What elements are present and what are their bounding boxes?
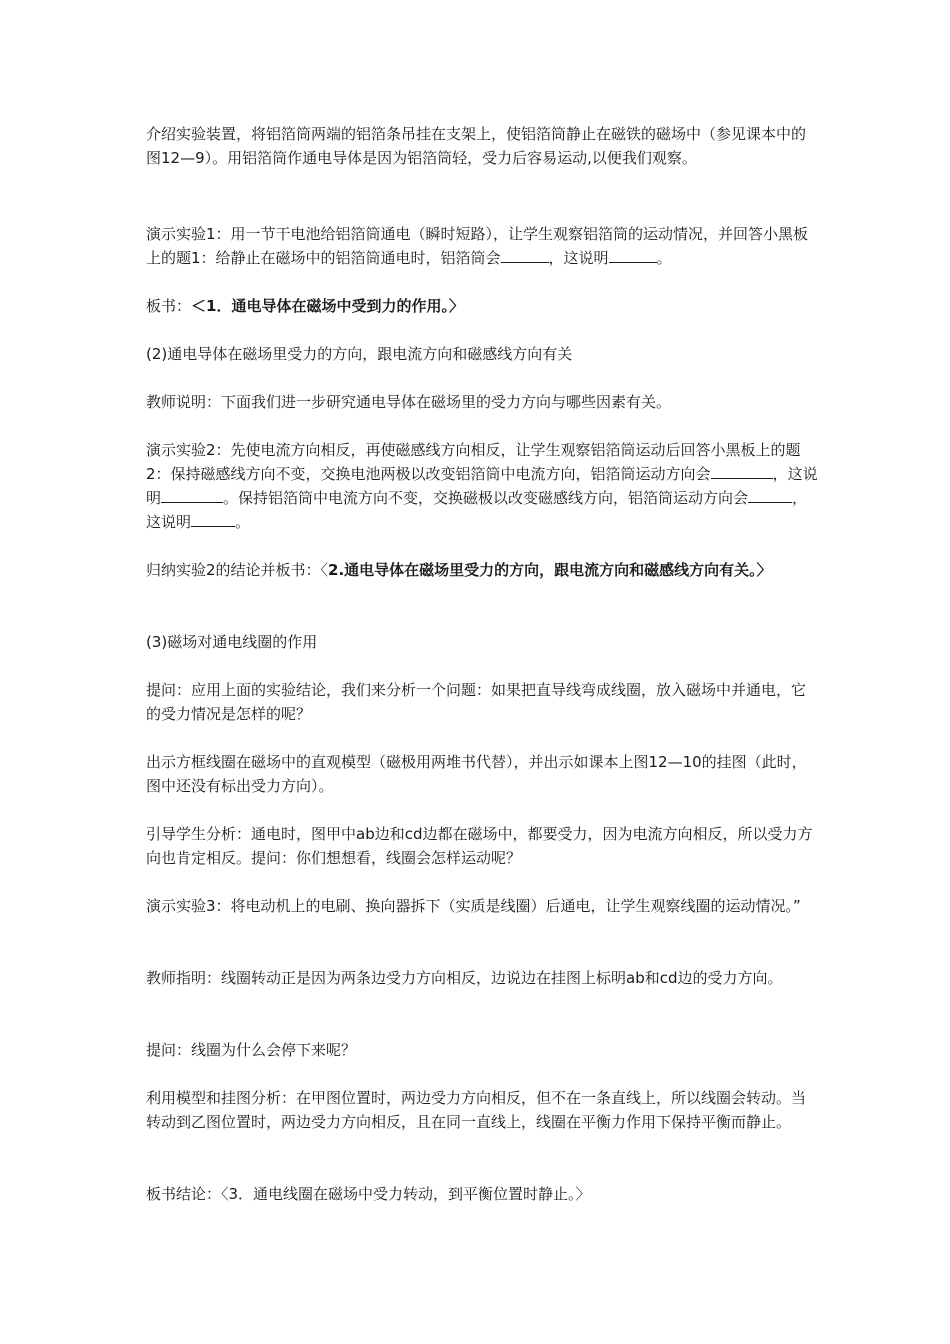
fill-blank-3[interactable] — [711, 463, 773, 479]
paragraph-intro: 介绍实验装置，将铝箔筒两端的铝箔条吊挂在支架上，使铝箔筒静止在磁铁的磁场中（参见课本中的图12—9）。用铝箔筒作通电导体是因为铝箔筒轻，受力后容易运动,以便我们观察。 — [146, 125, 807, 167]
paragraph-teacher-note: 教师说明：下面我们进一步研究通电导体在磁场里的受力方向与哪些因素有关。 — [146, 393, 672, 411]
fill-blank-6[interactable] — [191, 511, 235, 527]
paragraph-analysis-2: 利用模型和挂图分析：在甲图位置时，两边受力方向相反，但不在一条直线上，所以线圈会转动。当转动到乙图位置时，两边受力方向相反，且在同一直线上，线圈在平衡力作用下保持平衡而静止。 — [146, 1089, 807, 1131]
demo-2-text-b: ，这说明 — [146, 465, 818, 507]
board-heading-2: 2.通电导体在磁场里受力的方向，跟电流方向和磁感线方向有关。〉 — [328, 561, 772, 579]
paragraph-analysis-1: 引导学生分析：通电时，图甲中ab边和cd边都在磁场中，都要受力，因为电流方向相反，所以受力方向也肯定相反。提问：你们想想看，线圈会怎样运动呢？ — [146, 825, 813, 867]
paragraph-question-2: 提问：线圈为什么会停下来呢？ — [146, 1041, 357, 1059]
demo-1-text-c: 。 — [656, 249, 672, 267]
paragraph-model: 出示方框线圈在磁场中的直观模型（磁极用两堆书代替），并出示如课本上图12—10的挂图（此时，图中还没有标出受力方向）。 — [146, 753, 807, 795]
paragraph-demo-3: 演示实验3：将电动机上的电刷、换向器拆下（实质是线圈）后通电，让学生观察线圈的运动情况。” — [146, 897, 801, 915]
paragraph-conclusion-2 — [146, 558, 772, 582]
paragraph-teacher-point: 教师指明：线圈转动正是因为两条边受力方向相反，边说边在挂图上标明ab和cd边的受力方向。 — [146, 969, 783, 987]
demo-2-text-d: ，这说明 — [146, 489, 808, 531]
demo-2-text-e: 。 — [235, 513, 251, 531]
paragraph-demo-1 — [146, 222, 818, 270]
fill-blank-1[interactable] — [501, 247, 549, 263]
fill-blank-5[interactable] — [748, 487, 792, 503]
board-label: 板书： — [146, 297, 192, 315]
section-heading-3: (3)磁场对通电线圈的作用 — [146, 633, 318, 651]
fill-blank-2[interactable] — [609, 247, 657, 263]
fill-blank-4[interactable] — [161, 487, 223, 503]
demo-2-text-c: 。保持铝箔筒中电流方向不变，交换磁极以改变磁感线方向，铝箔筒运动方向会 — [223, 489, 749, 507]
paragraph-question-1: 提问：应用上面的实验结论，我们来分析一个问题：如果把直导线弯成线圈，放入磁场中并通电，它的受力情况是怎样的呢？ — [146, 681, 807, 723]
paragraph-board-1 — [146, 294, 464, 318]
demo-2-text-a: 演示实验2：先使电流方向相反，再使磁感线方向相反，让学生观察铝箔筒运动后回答小黑板上的题2：保持磁感线方向不变，交换电池两极以改变铝箔筒中电流方向，铝箔筒运动方向会 — [146, 441, 801, 483]
paragraph-board-conclusion: 板书结论：〈3．通电线圈在磁场中受力转动，到平衡位置时静止。〉 — [146, 1185, 591, 1203]
demo-1-text: 演示实验1：用一节干电池给铝箔筒通电（瞬时短路），让学生观察铝箔筒的运动情况，并回答小黑板上的题1：给静止在磁场中的铝箔筒通电时，铝箔筒会 — [146, 225, 809, 267]
conclusion-2-label: 归纳实验2的结论并板书：〈 — [146, 561, 329, 579]
paragraph-demo-2 — [146, 438, 818, 534]
board-heading-1: ＜1．通电导体在磁场中受到力的作用。〉 — [191, 297, 464, 315]
demo-1-text-b: ，这说明 — [548, 249, 609, 267]
section-heading-2: (2)通电导体在磁场里受力的方向，跟电流方向和磁感线方向有关 — [146, 345, 573, 363]
